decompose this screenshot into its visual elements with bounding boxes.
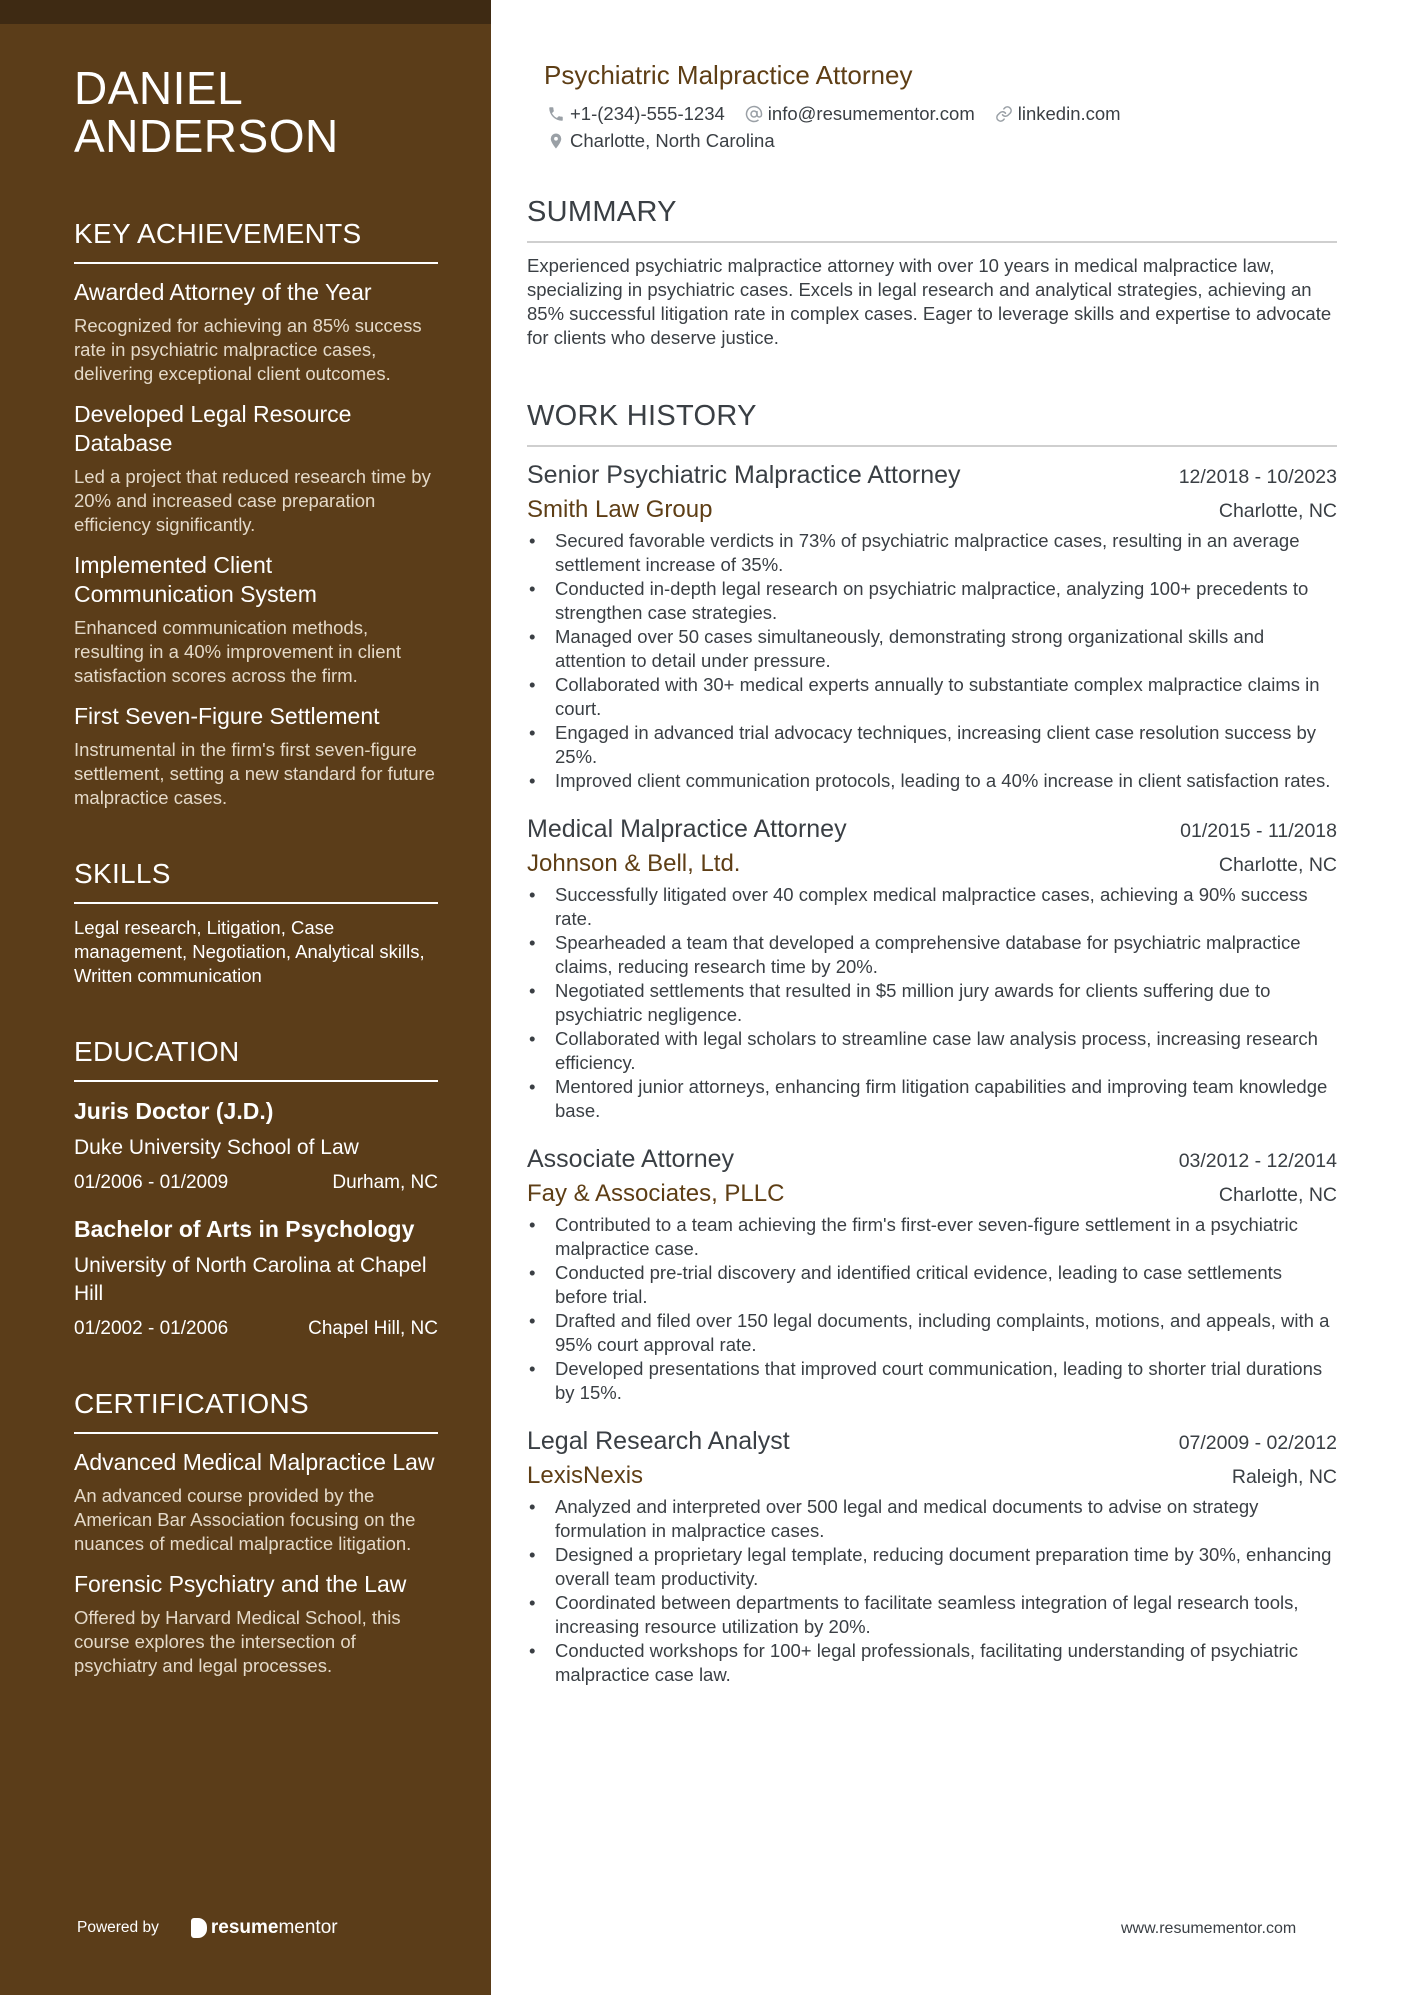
job-location: Charlotte, NC [1218,500,1337,522]
job-bullet: • Collaborated with legal scholars to streamline case law analysis process, increasing research efficiency. [527,1027,1337,1075]
job-role: Legal Research Analyst [527,1427,790,1455]
achievement-item [74,278,438,386]
skills-heading: SKILLS [74,858,438,904]
job-dates: 07/2009 - 02/2012 [1178,1432,1337,1454]
education-item [74,1096,438,1194]
location-text: Charlotte, North Carolina [570,130,775,151]
edu-school: University of North Carolina at Chapel Hill [74,1254,427,1305]
achievements-heading: KEY ACHIEVEMENTS [74,218,438,264]
contact-email[interactable] [745,103,975,125]
achievement-item [74,702,438,810]
job-subheader [527,1462,1337,1490]
education-heading: EDUCATION [74,1036,438,1082]
summary-heading: SUMMARY [527,196,1337,243]
powered-by-label: Powered by [77,1919,159,1936]
job-header [527,1145,1337,1174]
job-entry [527,815,1337,1123]
achievement-desc: Recognized for achieving an 85% success rate in psychiatric malpractice cases, delivering exceptional client outcomes. [74,315,422,384]
achievement-desc: Instrumental in the firm's first seven-figure settlement, setting a new standard for future malpractice cases. [74,739,435,808]
job-bullet: • Coordinated between departments to facilitate seamless integration of legal research tools, increasing resource utilization by 20%. [527,1591,1337,1639]
education-item [74,1214,438,1340]
job-header [527,815,1337,844]
contact-row [547,130,1337,152]
job-bullet: • Spearheaded a team that developed a comprehensive database for psychiatric malpractice claims, reducing research time by 20%. [527,931,1337,979]
achievement-item [74,400,438,537]
skills-list: Legal research, Litigation, Case management, Negotiation, Analytical skills, Written communication [74,917,425,986]
job-subheader [527,1180,1337,1208]
job-bullet: • Negotiated settlements that resulted in $5 million jury awards for clients suffering due to psychiatric negligence. [527,979,1337,1027]
certification-title: Forensic Psychiatry and the Law [74,1571,407,1597]
certification-desc: An advanced course provided by the American Bar Association focusing on the nuances of medical malpractice litigation. [74,1485,416,1554]
at-sign-icon [745,105,763,123]
first-name: DANIEL [74,62,244,114]
contact-row [547,103,1337,125]
edu-dates: 01/2002 - 01/2006 [74,1318,229,1339]
achievement-title: Implemented Client Communication System [74,552,317,607]
job-bullet: • Mentored junior attorneys, enhancing firm litigation capabilities and improving team knowledge base. [527,1075,1337,1123]
job-dates: 03/2012 - 12/2014 [1178,1150,1337,1172]
job-role: Medical Malpractice Attorney [527,815,847,843]
sidebar-top-bar [0,0,491,24]
sidebar [0,0,491,1995]
achievement-title: Developed Legal Resource Database [74,401,352,456]
job-bullets [527,529,1337,793]
edu-meta [74,1172,438,1194]
edu-degree: Juris Doctor (J.D.) [74,1098,274,1124]
phone-text: +1-(234)-555-1234 [570,103,725,124]
job-bullet: • Engaged in advanced trial advocacy techniques, increasing client case resolution success by 25%. [527,721,1337,769]
job-bullets [527,883,1337,1123]
work-history-heading: WORK HISTORY [527,400,1337,447]
edu-school: Duke University School of Law [74,1136,359,1159]
logo-text-bold: resume [210,1917,279,1938]
email-text: info@resumementor.com [767,103,975,124]
summary-text: Experienced psychiatric malpractice attorney with over 10 years in medical malpractice law, specializing in psychiatric cases. Excels in legal research and analytical strategies, achieving an 85% successful litigation rate in complex cases. Eager to leverage skills and expertise to advocate for clients who deserve justice. [527,255,1332,348]
achievement-title: First Seven-Figure Settlement [74,703,380,729]
job-bullets [527,1213,1337,1405]
job-bullet: • Designed a proprietary legal template, reducing document preparation time by 30%, enhancing overall team productivity. [527,1543,1337,1591]
resumementor-logo[interactable] [191,1917,338,1939]
job-dates: 12/2018 - 10/2023 [1178,466,1337,488]
job-bullet: • Drafted and filed over 150 legal documents, including complaints, motions, and appeals, with a 95% court approval rate. [527,1309,1337,1357]
edu-location: Durham, NC [332,1172,438,1193]
main-content [527,60,1337,1687]
certification-item [74,1570,438,1678]
job-bullet: • Secured favorable verdicts in 73% of psychiatric malpractice cases, resulting in an average settlement increase of 35%. [527,529,1337,577]
job-company: Smith Law Group [527,496,713,523]
job-location: Charlotte, NC [1218,1184,1337,1206]
certifications-heading: CERTIFICATIONS [74,1388,438,1434]
job-role: Senior Psychiatric Malpractice Attorney [527,461,961,489]
job-bullet: • Improved client communication protocols, leading to a 40% increase in client satisfaction rates. [527,769,1337,793]
job-location: Raleigh, NC [1231,1466,1337,1488]
job-bullet: • Managed over 50 cases simultaneously, demonstrating strong organizational skills and attention to detail under pressure. [527,625,1337,673]
job-bullet: • Conducted pre-trial discovery and identified critical evidence, leading to case settlements before trial. [527,1261,1337,1309]
resumementor-logo-icon [191,1918,207,1938]
job-bullet: • Collaborated with 30+ medical experts annually to substantiate complex malpractice claims in court. [527,673,1337,721]
last-name: ANDERSON [74,110,339,162]
logo-text-light: mentor [278,1917,338,1938]
job-company: Fay & Associates, PLLC [527,1180,785,1207]
job-company: Johnson & Bell, Ltd. [527,850,741,877]
job-role: Associate Attorney [527,1145,735,1173]
website-link[interactable]: www.resumementor.com [1121,1920,1297,1937]
job-bullet: • Conducted in-depth legal research on psychiatric malpractice, analyzing 100+ precedents to strengthen case strategies. [527,577,1337,625]
job-bullet: • Analyzed and interpreted over 500 legal and medical documents to advise on strategy formulation in malpractice cases. [527,1495,1337,1543]
certification-desc: Offered by Harvard Medical School, this course explores the intersection of psychiatry and legal processes. [74,1607,401,1676]
powered-by-footer [77,1917,397,1939]
contact-location [547,130,775,152]
achievement-title: Awarded Attorney of the Year [74,279,372,305]
job-location: Charlotte, NC [1218,854,1337,876]
phone-icon [547,105,565,123]
job-bullet: • Conducted workshops for 100+ legal professionals, facilitating understanding of psychiatric malpractice case law. [527,1639,1337,1687]
contact-linkedin[interactable] [995,103,1121,125]
job-entry [527,1427,1337,1687]
achievement-item [74,551,438,688]
job-bullet: • Developed presentations that improved court communication, leading to shorter trial durations by 15%. [527,1357,1337,1405]
job-header [527,461,1337,490]
edu-degree: Bachelor of Arts in Psychology [74,1216,415,1242]
job-bullets [527,1495,1337,1687]
certification-item [74,1448,438,1556]
job-entry [527,461,1337,793]
job-bullet: • Successfully litigated over 40 complex medical malpractice cases, achieving a 90% success rate. [527,883,1337,931]
job-subheader [527,496,1337,524]
achievement-desc: Led a project that reduced research time by 20% and increased case preparation efficiency significantly. [74,466,431,535]
map-pin-icon [547,132,565,150]
job-title: Psychiatric Malpractice Attorney [544,60,913,90]
edu-meta [74,1318,438,1340]
job-header [527,1427,1337,1456]
link-icon [995,105,1013,123]
achievement-desc: Enhanced communication methods, resulting in a 40% improvement in client satisfaction scores across the firm. [74,617,401,686]
sidebar-content [74,64,438,1678]
edu-dates: 01/2006 - 01/2009 [74,1172,229,1193]
contact-phone[interactable] [547,103,725,125]
job-dates: 01/2015 - 11/2018 [1180,820,1337,842]
edu-location: Chapel Hill, NC [308,1318,438,1339]
candidate-name [74,64,438,160]
job-subheader [527,850,1337,878]
job-company: LexisNexis [527,1462,644,1489]
job-entry [527,1145,1337,1405]
certification-title: Advanced Medical Malpractice Law [74,1449,435,1475]
job-bullet: • Contributed to a team achieving the firm's first-ever seven-figure settlement in a psychiatric malpractice case. [527,1213,1337,1261]
linkedin-text: linkedin.com [1017,103,1121,124]
